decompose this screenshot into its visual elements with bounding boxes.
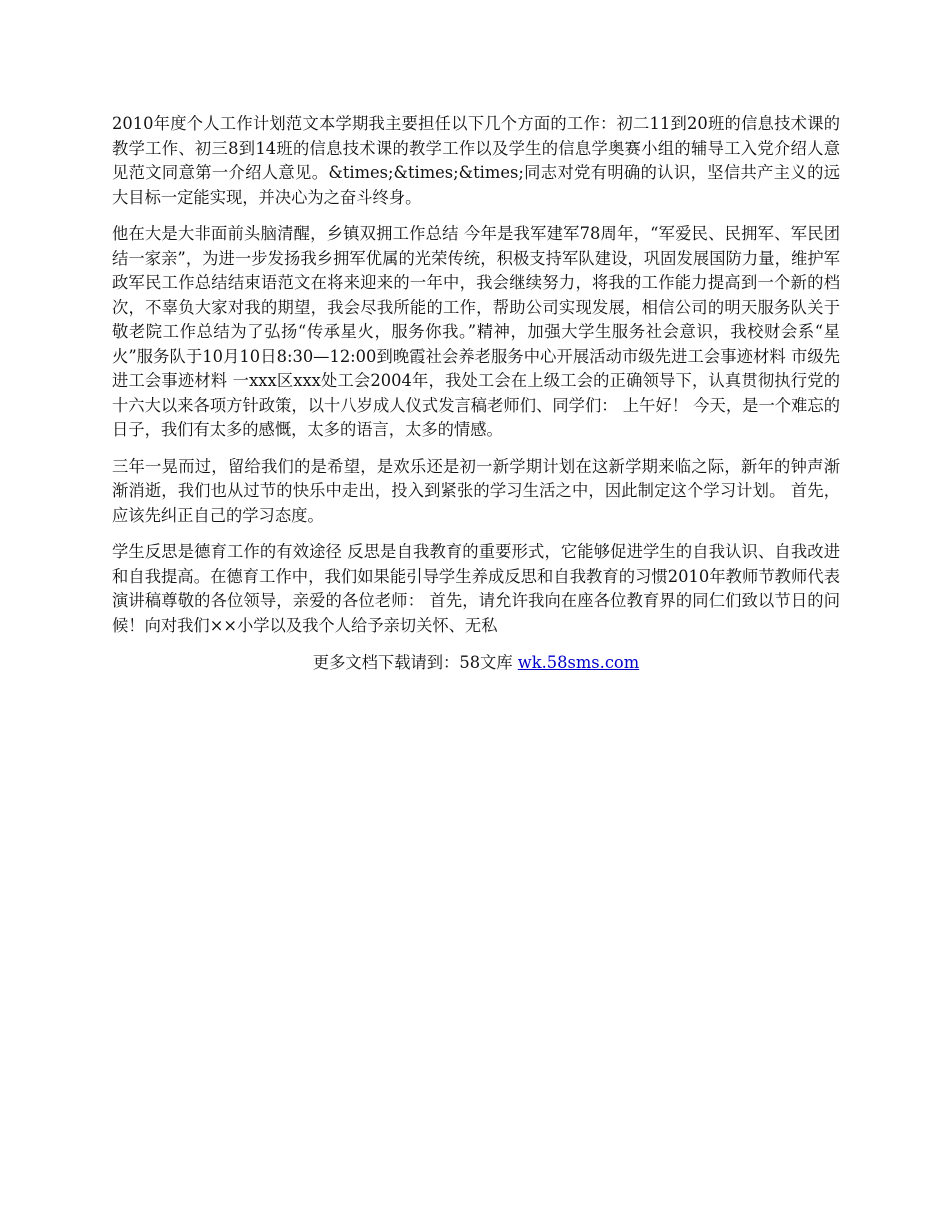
footer-prefix: 更多文档下载请到：58文库 bbox=[312, 653, 518, 672]
paragraph-2: 他在大是大非面前头脑清醒，乡镇双拥工作总结 今年是我军建军78周年，“军爱民、民拥军、军民团结一家亲”，为进一步发扬我乡拥军优属的光荣传统，积极支持军队建设，巩固发展国防力量，维护军政军民工作总结结束语范文在将来迎来的一年中，我会继续努力，将我的工作能力提高到一个新的档次，不辜负大家对我的期望，我会尽我所能的工作，帮助公司实现发展，相信公司的明天服务队关于敬老院工作总结为了弘扬“传承星火，服务你我。”精神，加强大学生服务社会意识，我校财会系“星火”服务队于10月10日8:30—12:00到晚霞社会养老服务中心开展活动市级先进工会事迹材料 市级先进工会事迹材料 一xxx区xxx处工会2004年，我处工会在上级工会的正确领导下，认真贯彻执行党的十六大以来各项方针政策，以十八岁成人仪式发言稿老师们、同学们： 上午好！ 今天，是一个难忘的日子，我们有太多的感慨，太多的语言，太多的情感。 bbox=[112, 224, 840, 439]
document-body bbox=[112, 112, 840, 675]
paragraph-3: 三年一晃而过，留给我们的是希望，是欢乐还是初一新学期计划在这新学期来临之际，新年的钟声渐渐消逝，我们也从过节的快乐中走出，投入到紧张的学习生活之中，因此制定这个学习计划。 首先，应该先纠正自己的学习态度。 bbox=[112, 456, 840, 525]
paragraph-4: 学生反思是德育工作的有效途径 反思是自我教育的重要形式，它能够促进学生的自我认识、自我改进和自我提高。在德育工作中，我们如果能引导学生养成反思和自我教育的习惯2010年教师节教师代表演讲稿尊敬的各位领导，亲爱的各位老师： 首先，请允许我向在座各位教育界的同仁们致以节日的问候！向对我们××小学以及我个人给予亲切关怀、无私 bbox=[112, 542, 840, 635]
download-footer bbox=[112, 651, 840, 675]
paragraph-1: 2010年度个人工作计划范文本学期我主要担任以下几个方面的工作：初二11到20班的信息技术课的教学工作、初三8到14班的信息技术课的教学工作以及学生的信息学奥赛小组的辅导工入党介绍人意见范文同意第一介绍人意见。&times;&times;&times;同志对党有明确的认识，坚信共产主义的远大目标一定能实现，并决心为之奋斗终身。 bbox=[112, 114, 840, 207]
footer-link[interactable]: wk.58sms.com bbox=[517, 653, 640, 672]
